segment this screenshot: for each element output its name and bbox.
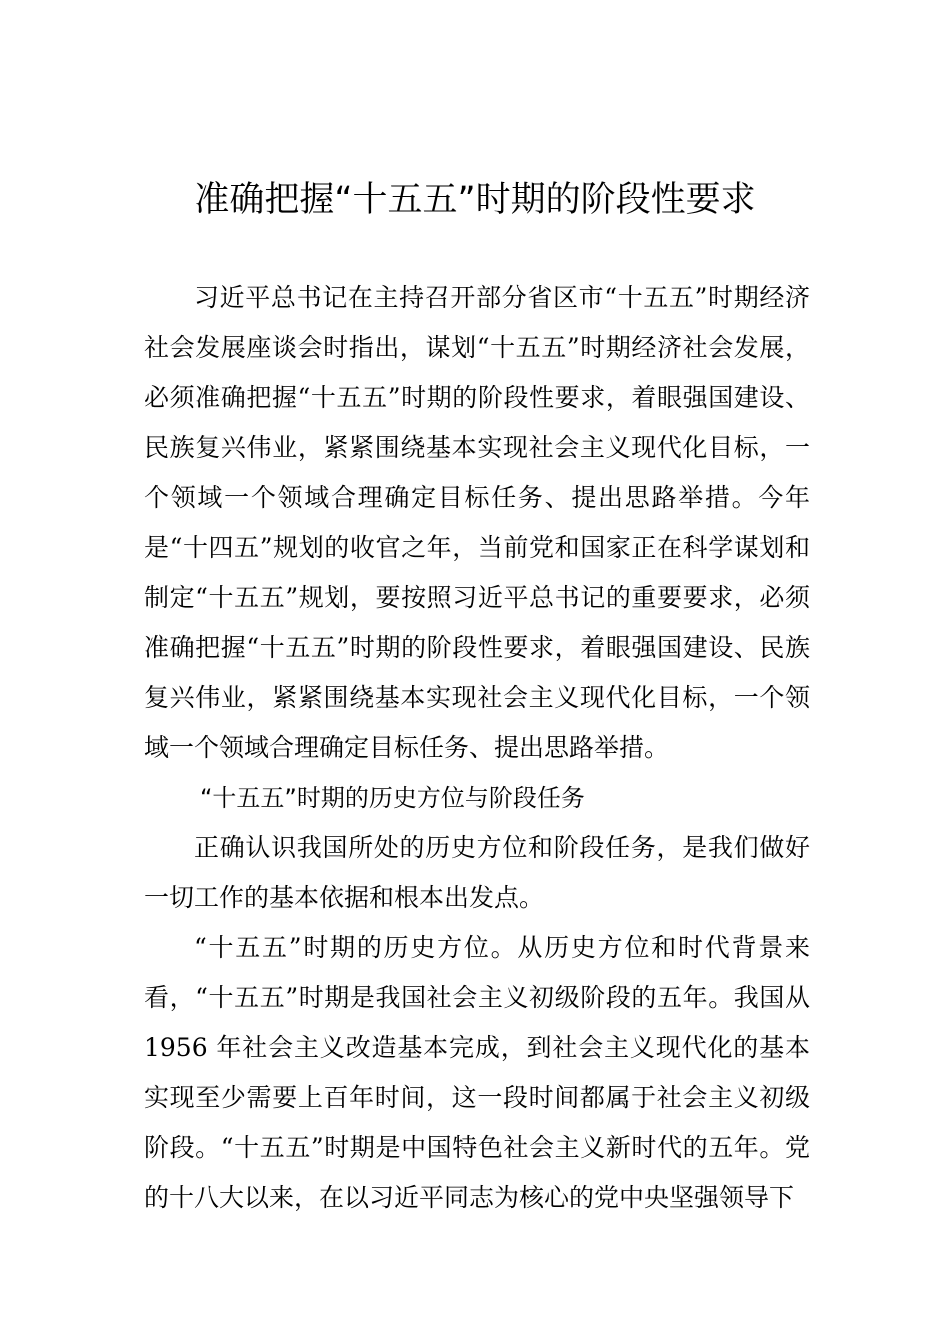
section-heading: “十五五”时期的历史方位与阶段任务 — [200, 784, 585, 812]
document-title: 准确把握“十五五”时期的阶段性要求 — [194, 180, 756, 220]
body-paragraph: “十五五”时期的历史方位。从历史方位和时代背景来看，“十五五”时期是我国社会主义初级阶段的五年。我国从 1956 年社会主义改造基本完成，到社会主义现代化的基本实现至少需要上百年时间，这一段时间都属于社会主义初级阶段。“十五五”时期是中国特色社会主义新时代的五年。党的十八大以来，在以习近平同志为核心的党中央坚强领导下 — [144, 933, 810, 1212]
document-body — [144, 273, 810, 1223]
body-paragraph: 习近平总书记在主持召开部分省区市“十五五”时期经济社会发展座谈会时指出，谋划“十五五”时期经济社会发展，必须准确把握“十五五”时期的阶段性要求，着眼强国建设、民族复兴伟业，紧紧围绕基本实现社会主义现代化目标，一个领域一个领域合理确定目标任务、提出思路举措。今年是“十四五”规划的收官之年，当前党和国家正在科学谋划和制定“十五五”规划，要按照习近平总书记的重要要求，必须准确把握“十五五”时期的阶段性要求，着眼强国建设、民族复兴伟业，紧紧围绕基本实现社会主义现代化目标，一个领域一个领域合理确定目标任务、提出思路举措。 — [144, 283, 810, 762]
body-paragraph: 正确认识我国所处的历史方位和阶段任务，是我们做好一切工作的基本依据和根本出发点。 — [144, 833, 810, 912]
